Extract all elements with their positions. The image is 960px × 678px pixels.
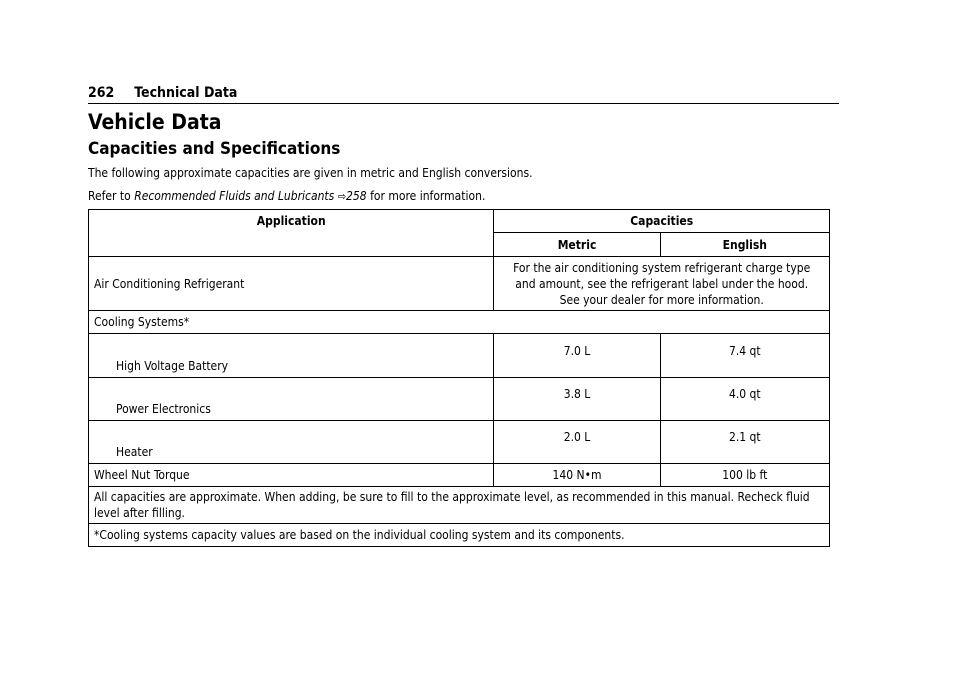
ac-label: Air Conditioning Refrigerant <box>89 257 494 311</box>
capacities-table <box>88 209 830 547</box>
cooling-row-metric: 7.0 L <box>494 334 660 378</box>
torque-label: Wheel Nut Torque <box>89 464 494 487</box>
cooling-row-metric: 2.0 L <box>494 421 660 464</box>
refer-prefix: Refer to <box>88 189 131 203</box>
torque-english: 100 lb ft <box>660 464 829 487</box>
table-row <box>89 311 830 334</box>
table-row <box>89 524 830 547</box>
fluids-reference-link[interactable]: Recommended Fluids and Lubricants <box>134 189 335 203</box>
cooling-row-label: Heater <box>89 421 494 464</box>
cooling-row-english: 4.0 qt <box>660 378 829 421</box>
cooling-row-metric: 3.8 L <box>494 378 660 421</box>
section-title: Capacities and Specifications <box>88 139 341 159</box>
refer-suffix: for more information. <box>370 189 486 203</box>
table-row <box>89 257 830 311</box>
header-section-title: Technical Data <box>134 85 238 101</box>
page-number: 262 <box>88 85 115 101</box>
page-reference-arrow-icon: ⇨ <box>337 190 347 203</box>
cooling-row-english: 7.4 qt <box>660 334 829 378</box>
english-header: English <box>660 233 829 257</box>
table-row <box>89 421 830 464</box>
capacities-footnote: All capacities are approximate. When adding, be sure to fill to the approximate level, as recommended in this manual. Recheck fluid level after filling. <box>89 487 830 524</box>
cooling-row-label: Power Electronics <box>89 378 494 421</box>
cooling-row-label: High Voltage Battery <box>89 334 494 378</box>
cooling-footnote: *Cooling systems capacity values are based on the individual cooling system and its components. <box>89 524 830 547</box>
capacities-header: Capacities <box>494 210 830 233</box>
cooling-row-english: 2.1 qt <box>660 421 829 464</box>
refer-paragraph <box>88 189 485 203</box>
table-row <box>89 378 830 421</box>
page-header <box>88 84 839 104</box>
torque-metric: 140 N•m <box>494 464 660 487</box>
intro-paragraph: The following approximate capacities are given in metric and English conversions. <box>88 166 533 180</box>
ac-note: For the air conditioning system refrigerant charge type and amount, see the refrigerant label under the hood. See your dealer for more information. <box>494 257 830 311</box>
table-row <box>89 464 830 487</box>
page-title: Vehicle Data <box>88 110 222 134</box>
application-header: Application <box>89 210 494 257</box>
table-row <box>89 487 830 524</box>
table-row <box>89 334 830 378</box>
reference-page-number[interactable]: 258 <box>346 189 367 203</box>
metric-header: Metric <box>494 233 660 257</box>
cooling-systems-label: Cooling Systems* <box>89 311 830 334</box>
